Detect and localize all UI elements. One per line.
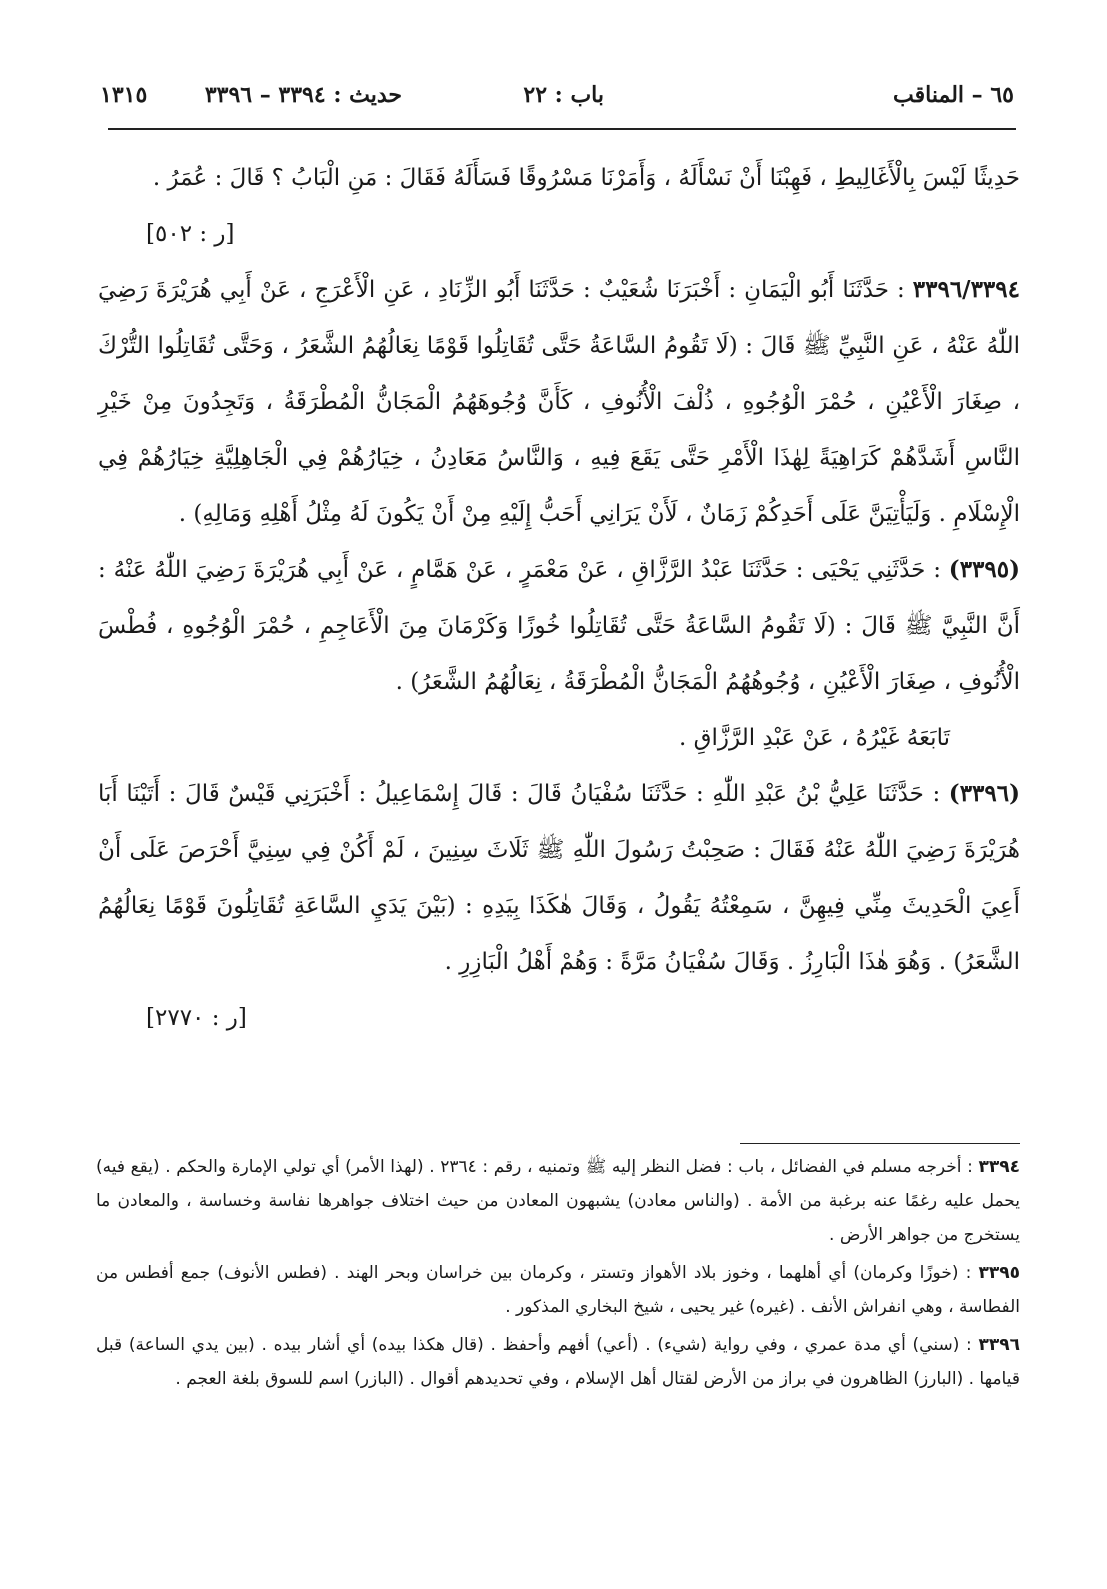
hadith-paragraph	[98, 262, 1020, 542]
cross-reference: [ر : ٢٧٧٠]	[146, 1005, 247, 1031]
header-divider	[108, 128, 1016, 130]
hadith-number: ٣٣٩٦/٣٣٩٤	[912, 276, 1020, 303]
footnotes	[96, 1150, 1020, 1400]
hadith-text: : حَدَّثَنَا أَبُو الْيَمَانِ : أَخْبَرَنَا شُعَيْبٌ : حَدَّثَنَا أَبُو الزِّنَادِ ، عَنِ الْأَعْرَجِ ، عَنْ أَبِي هُرَيْرَةَ رَضِيَ اللّٰهُ عَنْهُ ، عَنِ النَّبِيِّ ﷺ قَالَ : (لَا تَقُومُ السَّاعَةُ حَتَّى تُقَاتِلُوا قَوْمًا نِعَالُهُمُ الشَّعَرُ ، وَحَتَّى تُقَاتِلُوا التُّرْكَ ، صِغَارَ الْأَعْيُنِ ، حُمْرَ الْوُجُوهِ ، ذُلْفَ الْأُنُوفِ ، كَأَنَّ وُجُوهَهُمُ الْمَجَانُّ الْمُطْرَقَةُ ، وَتَجِدُونَ مِنْ خَيْرِ النَّاسِ أَشَدَّهُمْ كَرَاهِيَةً لِهٰذَا الْأَمْرِ حَتَّى يَقَعَ فِيهِ ، وَالنَّاسُ مَعَادِنُ ، خِيَارُهُمْ فِي الْجَاهِلِيَّةِ خِيَارُهُمْ فِي الْإِسْلَامِ . وَلَيَأْتِيَنَّ عَلَى أَحَدِكُمْ زَمَانٌ ، لَأَنْ يَرَانِي أَحَبُّ إِلَيْهِ مِنْ أَنْ يَكُونَ لَهُ مِثْلُ أَهْلِهِ وَمَالِهِ) .	[98, 277, 1020, 527]
footnote	[96, 1256, 1020, 1324]
footnote	[96, 1328, 1020, 1396]
hadith-paragraph	[98, 542, 1020, 710]
hadith-range: حديث : ٣٣٩٤ – ٣٣٩٦	[204, 82, 402, 108]
hadith-text: : حَدَّثَنِي يَحْيَى : حَدَّثَنَا عَبْدُ الرَّزَّاقِ ، عَنْ مَعْمَرٍ ، عَنْ هَمَّامٍ ، عَنْ أَبِي هُرَيْرَةَ رَضِيَ اللّٰهُ عَنْهُ : أَنَّ النَّبِيَّ ﷺ قَالَ : (لَا تَقُومُ السَّاعَةُ حَتَّى تُقَاتِلُوا خُوزًا وَكَرْمَانَ مِنَ الْأَعَاجِمِ ، حُمْرَ الْوُجُوهِ ، فُطْسَ الْأُنُوفِ ، صِغَارَ الْأَعْيُنِ ، وُجُوهُهُمُ الْمَجَانُّ الْمُطْرَقَةُ ، نِعَالُهُمُ الشَّعَرُ) .	[98, 557, 1020, 695]
hadith-text: : حَدَّثَنَا عَلِيُّ بْنُ عَبْدِ اللّٰهِ : حَدَّثَنَا سُفْيَانُ قَالَ : قَالَ إِسْمَاعِيلُ : أَخْبَرَنِي قَيْسٌ قَالَ : أَتَيْنَا أَبَا هُرَيْرَةَ رَضِيَ اللّٰهُ عَنْهُ فَقَالَ : صَحِبْتُ رَسُولَ اللّٰهِ ﷺ ثَلَاثَ سِنِينَ ، لَمْ أَكُنْ فِي سِنِيَّ أَحْرَصَ عَلَى أَنْ أَعِيَ الْحَدِيثَ مِنِّي فِيهِنَّ ، سَمِعْتُهُ يَقُولُ ، وَقَالَ هٰكَذَا بِيَدِهِ : (بَيْنَ يَدَيِ السَّاعَةِ تُقَاتِلُونَ قَوْمًا نِعَالُهُمُ الشَّعَرُ) . وَهُوَ هٰذَا الْبَارِزُ . وَقَالَ سُفْيَانُ مَرَّةً : وَهُمْ أَهْلُ الْبَازِرِ .	[98, 781, 1020, 975]
footnote-text: : (خوزًا وكرمان) أي أهلهما ، وخوز بلاد الأهواز وتستر ، وكرمان بين خراسان وبحر الهند . (فطس الأنوف) جمع أفطس من الفطاسة ، وهي انفراش الأنف . (غيره) غير يحيى ، شيخ البخاري المذكور .	[96, 1263, 1020, 1317]
hadith-paragraph	[98, 766, 1020, 990]
footnote-number: ٣٣٩٤	[978, 1157, 1020, 1177]
footnote-number: ٣٣٩٥	[978, 1263, 1020, 1283]
hadith-number: (٣٣٩٦)	[948, 780, 1020, 807]
follow-up-note: تَابَعَهُ غَيْرُهُ ، عَنْ عَبْدِ الرَّزَّاقِ .	[679, 725, 950, 751]
footnote-text: : (سني) أي مدة عمري ، وفي رواية (شيء) . (أعي) أفهم وأحفظ . (قال هكذا بيده) أي أشار بيده . (بين يدي الساعة) قبل قيامها . (البارز) الظاهرون في براز من الأرض لقتال أهل الإسلام ، وفي تحديدهم أقوال . (البازر) اسم للسوق بلغة العجم .	[96, 1335, 1020, 1389]
page-number: ١٣١٥	[100, 82, 148, 108]
continuation-paragraph: حَدِيثًا لَيْسَ بِالْأَغَالِيطِ ، فَهِبْنَا أَنْ نَسْأَلَهُ ، وَأَمَرْنَا مَسْرُوقًا فَسَأَلَهُ فَقَالَ : مَنِ الْبَابُ ؟ قَالَ : عُمَرُ .	[152, 165, 1020, 191]
running-header	[100, 82, 1014, 124]
footnote-divider	[740, 1143, 1020, 1144]
hadith-number: (٣٣٩٥)	[948, 556, 1020, 583]
chapter-number: باب : ٢٢	[523, 82, 604, 108]
footnote-number: ٣٣٩٦	[978, 1335, 1021, 1355]
section-title: ٦٥ – المناقب	[893, 82, 1014, 108]
main-text	[98, 150, 1020, 1046]
cross-reference: [ر : ٥٠٢]	[146, 221, 235, 247]
footnote	[96, 1150, 1020, 1252]
footnote-text: : أخرجه مسلم في الفضائل ، باب : فضل النظر إليه ﷺ وتمنيه ، رقم : ٢٣٦٤ . (لهذا الأمر) أي تولي الإمارة والحكم . (يقع فيه) يحمل عليه رغمًا عنه برغبة من الأمة . (والناس معادن) يشبهون المعادن من حيث اختلاف جواهرها نفاسة وخساسة ، والمعادن ما يستخرج من جواهر الأرض .	[96, 1157, 1020, 1245]
